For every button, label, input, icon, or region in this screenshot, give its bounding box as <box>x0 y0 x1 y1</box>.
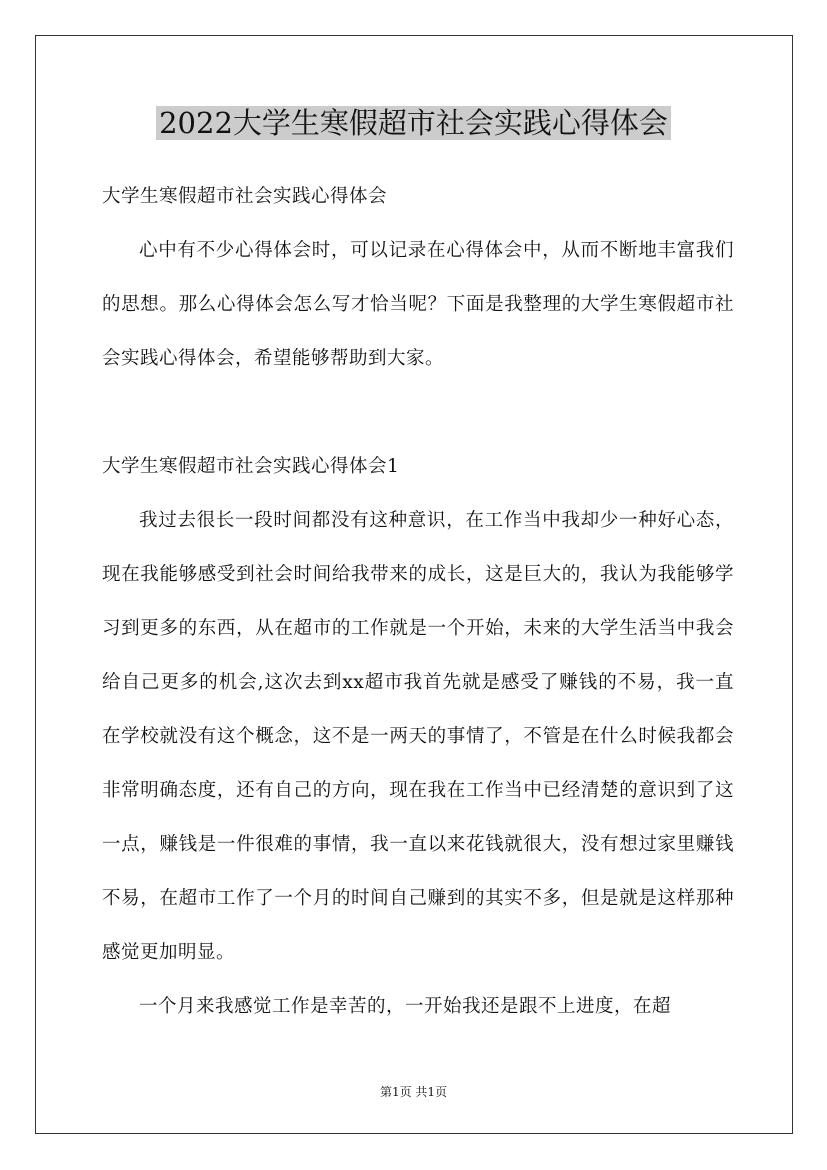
document-body <box>102 170 734 1034</box>
page-number: 第1页 共1页 <box>379 1085 448 1099</box>
body-paragraph-1: 我过去很长一段时间都没有这种意识，在工作当中我却少一种好心态，现在我能够感受到社会时间给我带来的成长，这是巨大的，我认为我能够学习到更多的东西，从在超市的工作就是一个开始，未来的大学生活当中我会给自己更多的机会,这次去到xx超市我首先就是感受了赚钱的不易，我一直在学校就没有这个概念，这不是一两天的事情了，不管是在什么时候我都会非常明确态度，还有自己的方向，现在我在工作当中已经清楚的意识到了这一点，赚钱是一件很难的事情，我一直以来花钱就很大，没有想过家里赚钱不易，在超市工作了一个月的时间自己赚到的其实不多，但是就是这样那种感觉更加明显。 <box>102 510 734 963</box>
body-paragraph-2: 一个月来我感觉工作是幸苦的，一开始我还是跟不上进度，在超 <box>139 996 672 1017</box>
intro-heading: 大学生寒假超市社会实践心得体会 <box>102 186 388 207</box>
page-footer <box>0 1082 827 1102</box>
document-title-text: 2022大学生寒假超市社会实践心得体会 <box>156 106 671 140</box>
intro-paragraph: 心中有不少心得体会时，可以记录在心得体会中，从而不断地丰富我们的思想。那么心得体会怎么写才恰当呢？下面是我整理的大学生寒假超市社会实践心得体会，希望能够帮助到大家。 <box>102 240 734 369</box>
section-heading: 大学生寒假超市社会实践心得体会1 <box>102 456 400 477</box>
paragraph-spacer <box>102 386 734 440</box>
document-title <box>0 100 827 146</box>
